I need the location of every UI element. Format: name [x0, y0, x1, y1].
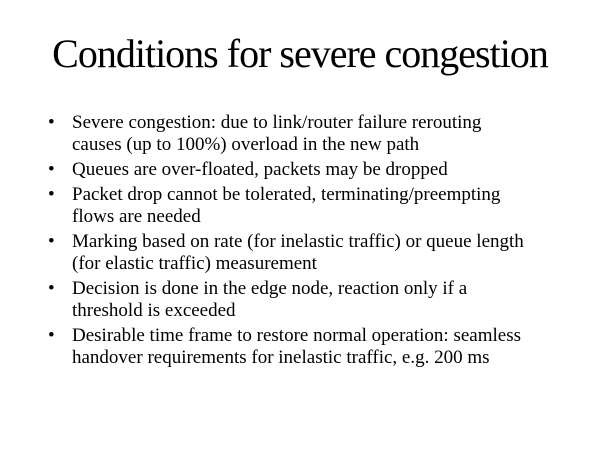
bullet-text [72, 184, 576, 228]
bullet-item [46, 325, 576, 369]
bullet-line: causes (up to 100%) overload in the new path [72, 134, 420, 155]
bullet-line: Severe congestion: due to link/router failure rerouting [72, 112, 482, 133]
bullet-line: (for elastic traffic) measurement [72, 253, 317, 274]
bullet-line: Desirable time frame to restore normal operation: seamless [72, 325, 521, 346]
bullet-line: handover requirements for inelastic traffic, e.g. 200 ms [72, 347, 490, 368]
bullet-line: Decision is done in the edge node, reaction only if a [72, 278, 468, 299]
bullet-text [72, 159, 576, 181]
bullet-item [46, 184, 576, 228]
bullet-text [72, 325, 576, 369]
bullet-item [46, 159, 576, 181]
bullet-line: Queues are over-floated, packets may be dropped [72, 159, 448, 180]
bullet-line: Packet drop cannot be tolerated, terminating/preempting [72, 184, 501, 205]
bullet-icon: • [48, 278, 55, 299]
bullet-item [46, 112, 576, 156]
bullet-icon: • [48, 231, 55, 252]
bullet-icon: • [48, 159, 55, 180]
slide-title: Conditions for severe congestion [52, 31, 548, 76]
bullet-list [46, 112, 576, 372]
bullet-icon: • [48, 112, 55, 133]
bullet-icon: • [48, 184, 55, 205]
bullet-line: flows are needed [72, 206, 201, 227]
bullet-text [72, 112, 576, 156]
bullet-line: Marking based on rate (for inelastic traffic) or queue length [72, 231, 524, 252]
bullet-text [72, 278, 576, 322]
bullet-item [46, 231, 576, 275]
bullet-icon: • [48, 325, 55, 346]
bullet-text [72, 231, 576, 275]
bullet-line: threshold is exceeded [72, 300, 236, 321]
bullet-item [46, 278, 576, 322]
